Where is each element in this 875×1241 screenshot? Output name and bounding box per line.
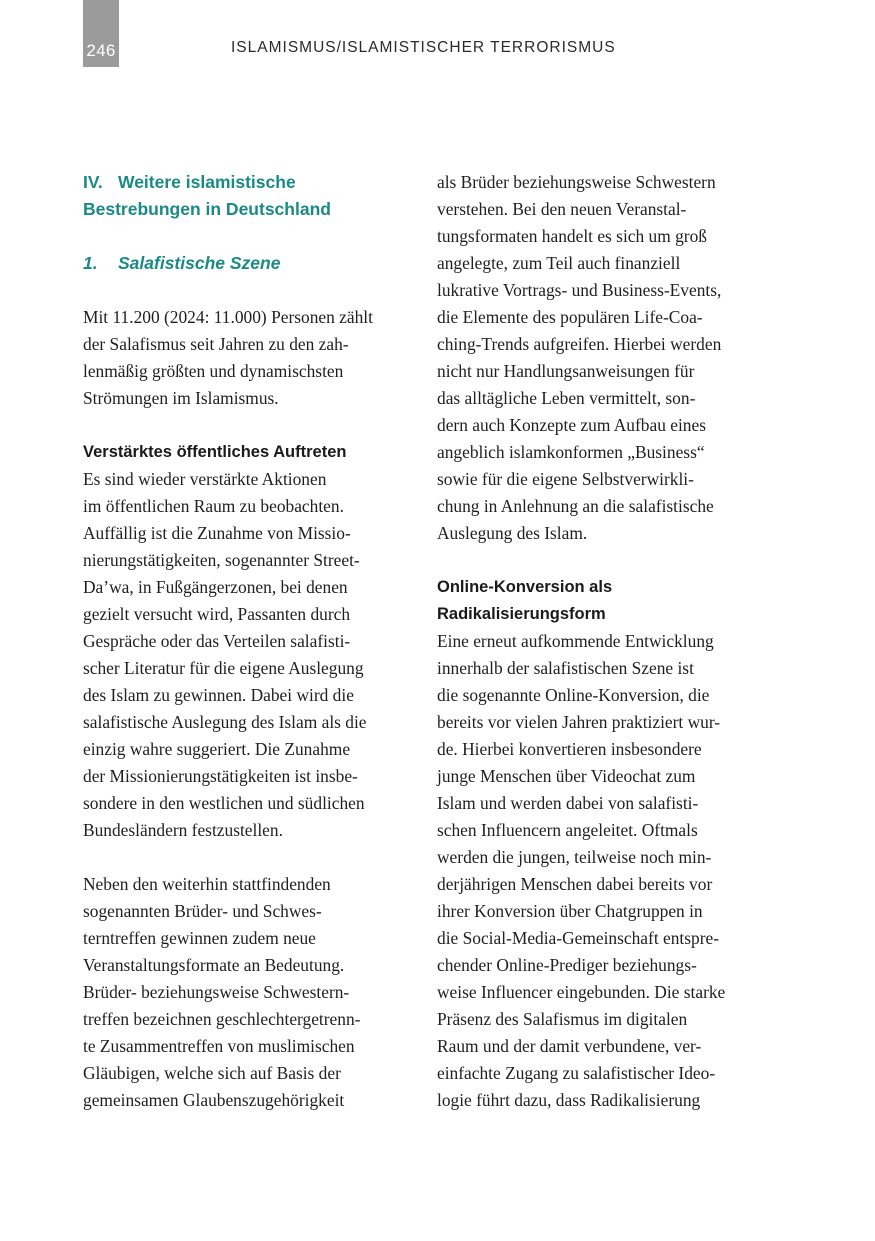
- section-heading: [83, 169, 423, 223]
- paragraph-online-conversion: Eine erneut aufkommende Entwicklung innerhalb der salafistischen Szene ist die sogenannte Online-Konversion, die bereits vor vielen Jahren praktiziert wur- de. Hierbei konvertieren insbesondere junge Menschen über Videochat zum Islam und werden dabei von salafisti- schen Influencern angeleitet. Oftmals werden die jungen, teilweise noch min- derjährigen Menschen dabei bereits vor ihrer Konversion über Chatgruppen in die Social-Media-Gemeinschaft entspre- chender Online-Prediger beziehungs- weise Influencer eingebunden. Die starke Präsenz des Salafismus im digitalen Raum und der damit verbundene, ver- einfachte Zugang zu salafistischer Ideo- logie führt dazu, dass Radikalisierung: [437, 631, 726, 1110]
- subsection-number: 1.: [83, 253, 98, 273]
- intro-paragraph: Mit 11.200 (2024: 11.000) Personen zählt der Salafismus seit Jahren zu den zah- lenmäßig größten und dynamischsten Strömungen im Islamismus.: [83, 307, 373, 408]
- section-number: IV.: [83, 172, 103, 192]
- subsection-title: Salafistische Szene: [118, 253, 281, 273]
- page-number: 246: [86, 41, 116, 60]
- paragraph-events: Neben den weiterhin stattfindenden sogenannten Brüder- und Schwes- terntreffen gewinnen zudem neue Veranstaltungsformate an Bedeutung. Brüder- beziehungsweise Schwestern- treffen bezeichnen geschlechtergetrenn- te Zusammentreffen von muslimischen Gläubigen, welche sich auf Basis der gemeinsamen Glaubenszugehörigkeit: [83, 874, 361, 1110]
- paragraph-public-appearance: Es sind wieder verstärkte Aktionen im öffentlichen Raum zu beobachten. Auffällig ist die Zunahme von Missio- nierungstätigkeiten, sogenannter Street- Da’wa, in Fußgängerzonen, bei denen gezielt versucht wird, Passanten durch Gespräche oder das Verteilen salafisti- scher Literatur für die eigene Auslegung des Islam zu gewinnen. Dabei wird die salafistische Auslegung des Islam als die einzig wahre suggeriert. Die Zunahme der Missionierungstätigkeiten ist insbe- sondere in den westlichen und südlichen Bundesländern festzustellen.: [83, 469, 367, 840]
- subsection-heading: [83, 250, 423, 277]
- section-title-line2: Bestrebungen in Deutschland: [83, 199, 331, 219]
- running-header: ISLAMISMUS/ISLAMISTISCHER TERRORISMUS: [231, 39, 616, 56]
- right-column: [437, 169, 767, 1114]
- left-column: [83, 169, 423, 1114]
- heading-online-conversion: Online-Konversion als Radikalisierungsform: [437, 578, 613, 623]
- heading-public-appearance: Verstärktes öffentliches Auftreten: [83, 443, 347, 461]
- section-title-line1: Weitere islamistische: [118, 172, 296, 192]
- page-number-tab: [83, 0, 119, 67]
- paragraph-events-continued: als Brüder beziehungsweise Schwestern verstehen. Bei den neuen Veranstal- tungsformaten handelt es sich um groß angelegte, zum Teil auch finanziell lukrative Vortrags- und Business-Events, die Elemente des populären Life-Coa- ching-Trends aufgreifen. Hierbei werden nicht nur Handlungsanweisungen für das alltägliche Leben vermittelt, son- dern auch Konzepte zum Aufbau eines angeblich islamkonformen „Business“ sowie für die eigene Selbstverwirkli- chung in Anlehnung an die salafistische Auslegung des Islam.: [437, 172, 722, 543]
